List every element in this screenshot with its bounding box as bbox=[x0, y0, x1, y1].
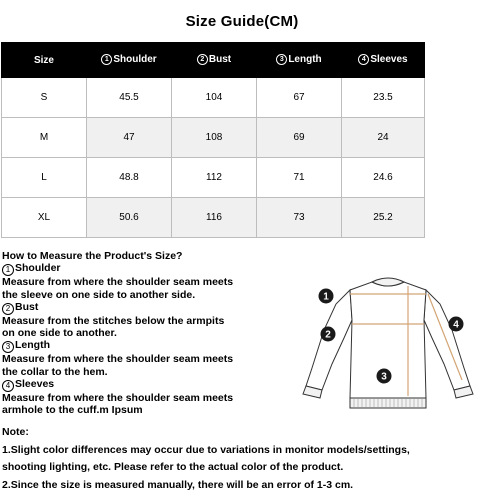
number-badge: 1 bbox=[101, 54, 112, 65]
header-label: Length bbox=[288, 55, 321, 66]
size-table bbox=[1, 42, 425, 238]
section-title-shoulder bbox=[2, 262, 272, 276]
cell-size: L bbox=[2, 158, 87, 198]
cell-shoulder: 45.5 bbox=[87, 78, 172, 118]
marker-2 bbox=[321, 327, 336, 342]
note-line: shooting lighting, etc. Please refer to the actual color of the product. bbox=[2, 459, 482, 477]
instruction-line: on one side to another. bbox=[2, 327, 272, 339]
cell-length: 69 bbox=[257, 118, 342, 158]
cell-bust: 104 bbox=[172, 78, 257, 118]
number-badge: 3 bbox=[2, 341, 14, 353]
number-badge: 3 bbox=[276, 54, 287, 65]
instruction-line: Measure from where the shoulder seam meets bbox=[2, 392, 272, 404]
table-row bbox=[2, 118, 425, 158]
page-title: Size Guide(CM) bbox=[0, 0, 484, 42]
instruction-line: Measure from where the shoulder seam meets bbox=[2, 353, 272, 365]
header-label: Shoulder bbox=[113, 55, 156, 66]
instruction-line: the sleeve on one side to another side. bbox=[2, 289, 272, 301]
right-sleeve bbox=[424, 290, 470, 390]
cell-sleeves: 25.2 bbox=[342, 198, 425, 238]
marker-1 bbox=[319, 289, 334, 304]
note-line: 2.Since the size is measured manually, there will be an error of 1-3 cm. bbox=[2, 477, 482, 494]
number-badge: 2 bbox=[2, 303, 14, 315]
section-title-bust bbox=[2, 301, 272, 315]
section-label: Length bbox=[15, 339, 50, 351]
cell-shoulder: 50.6 bbox=[87, 198, 172, 238]
measure-instructions bbox=[2, 250, 272, 417]
marker-label: 2 bbox=[325, 330, 331, 341]
instructions-heading: How to Measure the Product's Size? bbox=[2, 250, 272, 262]
cell-length: 71 bbox=[257, 158, 342, 198]
header-size bbox=[2, 43, 87, 78]
header-length bbox=[257, 43, 342, 78]
marker-3 bbox=[377, 369, 392, 384]
section-label: Sleeves bbox=[15, 378, 54, 390]
table-row bbox=[2, 158, 425, 198]
cell-sleeves: 23.5 bbox=[342, 78, 425, 118]
header-label: Sleeves bbox=[370, 55, 407, 66]
header-label: Bust bbox=[209, 55, 231, 66]
cell-bust: 108 bbox=[172, 118, 257, 158]
cell-length: 73 bbox=[257, 198, 342, 238]
number-badge: 2 bbox=[197, 54, 208, 65]
instruction-line: Measure from where the shoulder seam meets bbox=[2, 276, 272, 288]
cell-shoulder: 47 bbox=[87, 118, 172, 158]
table-row bbox=[2, 198, 425, 238]
header-label: Size bbox=[34, 55, 54, 66]
sweater-diagram bbox=[298, 268, 478, 423]
cell-sleeves: 24.6 bbox=[342, 158, 425, 198]
note-line: 1.Slight color differences may occur due to variations in monitor models/settings, bbox=[2, 442, 482, 460]
cell-length: 67 bbox=[257, 78, 342, 118]
number-badge: 4 bbox=[2, 380, 14, 392]
instruction-line: the collar to the hem. bbox=[2, 366, 272, 378]
cell-bust: 116 bbox=[172, 198, 257, 238]
number-badge: 1 bbox=[2, 264, 14, 276]
number-badge: 4 bbox=[358, 54, 369, 65]
hem-ribbing bbox=[350, 398, 426, 408]
instruction-line: Measure from the stitches below the armpits bbox=[2, 315, 272, 327]
header-bust bbox=[172, 43, 257, 78]
marker-4 bbox=[449, 317, 464, 332]
table-row bbox=[2, 78, 425, 118]
cell-size: S bbox=[2, 78, 87, 118]
marker-label: 3 bbox=[381, 372, 387, 383]
cell-bust: 112 bbox=[172, 158, 257, 198]
header-sleeves bbox=[342, 43, 425, 78]
header-shoulder bbox=[87, 43, 172, 78]
section-title-sleeves bbox=[2, 378, 272, 392]
instruction-line: armhole to the cuff.m Ipsum bbox=[2, 404, 272, 416]
cell-size: M bbox=[2, 118, 87, 158]
note-section bbox=[2, 424, 482, 494]
cell-size: XL bbox=[2, 198, 87, 238]
cell-shoulder: 48.8 bbox=[87, 158, 172, 198]
note-heading: Note: bbox=[2, 424, 482, 442]
marker-label: 1 bbox=[323, 292, 329, 303]
section-label: Bust bbox=[15, 301, 38, 313]
cell-sleeves: 24 bbox=[342, 118, 425, 158]
marker-label: 4 bbox=[453, 320, 459, 331]
table-header-row bbox=[2, 43, 425, 78]
section-label: Shoulder bbox=[15, 262, 61, 274]
section-title-length bbox=[2, 339, 272, 353]
